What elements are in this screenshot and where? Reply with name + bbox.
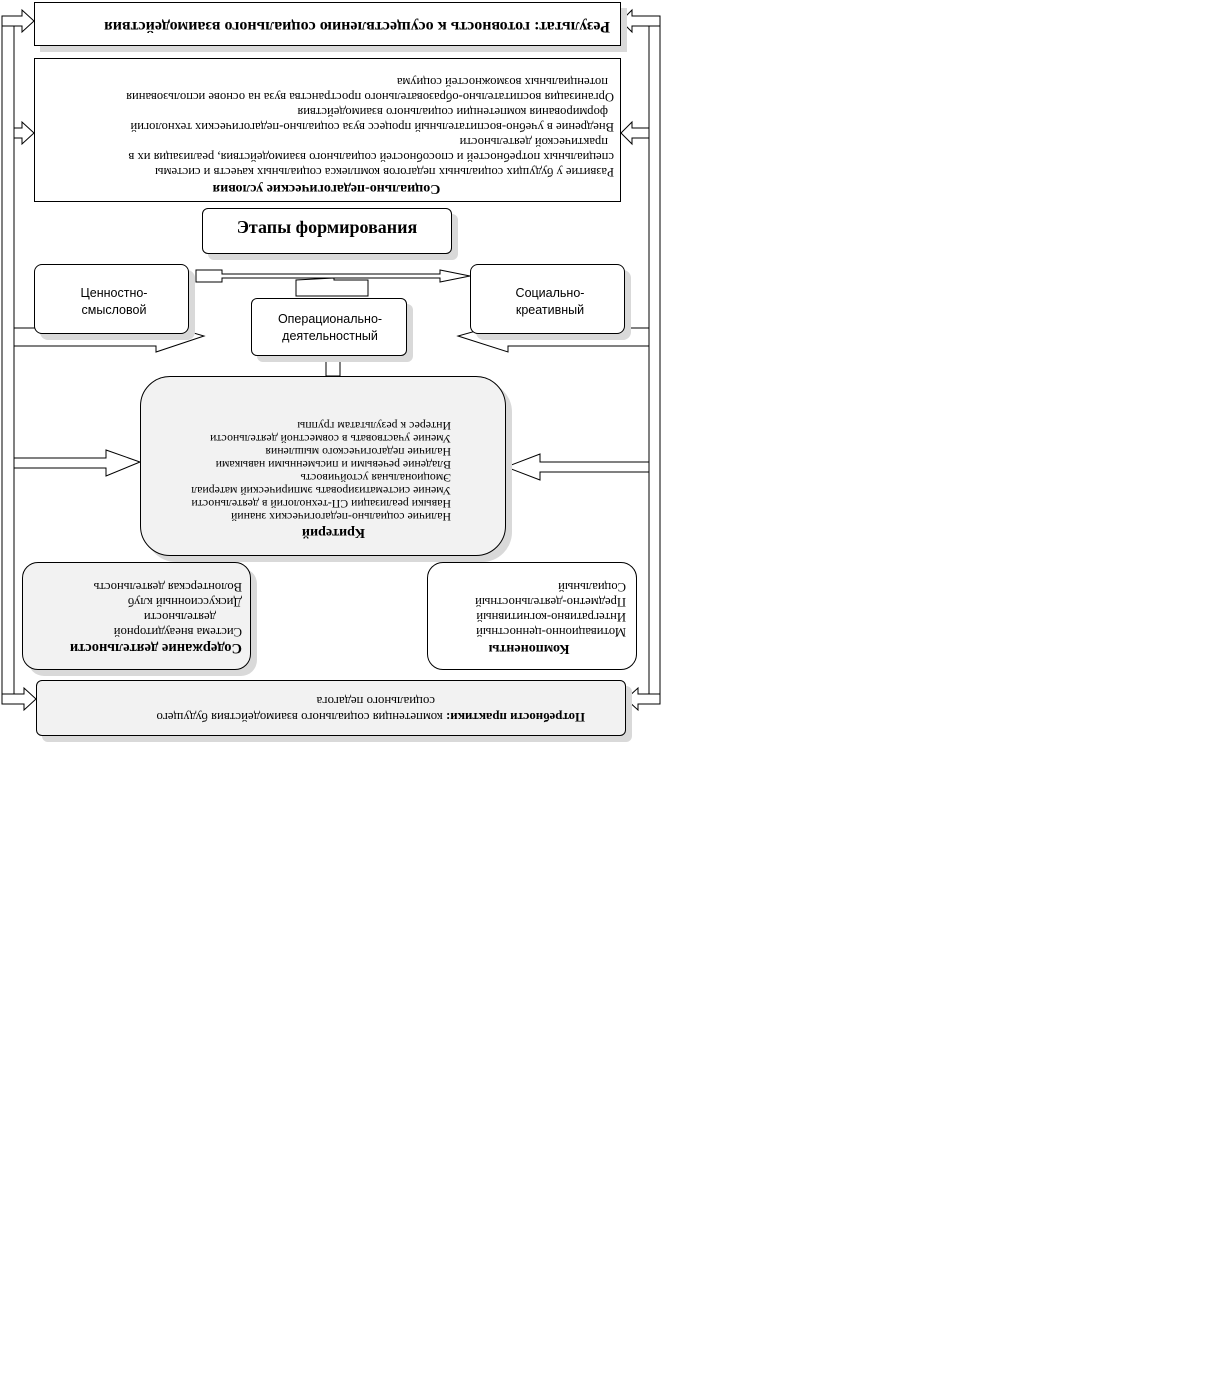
practice-needs-box [36,680,626,736]
criteria-box [140,376,506,556]
criteria-line: Владение речевыми и письменными навыками [215,458,451,472]
conditions-line: формирования компетенции социального взаимодействия [297,105,608,119]
activity-content-line: деятельности [143,610,216,624]
activity-content-line: Дискуссионный клуб [127,595,242,609]
stage-box-creative [470,264,625,334]
components-line: Социальный [558,580,626,594]
criteria-line: Умение систематизировать эмпирический материал [191,484,451,498]
activity-content-line: Волонтерская деятельность [93,580,242,594]
stage-box-operational [251,298,407,356]
criteria-line: Наличие социально-педагогических знаний [231,510,451,524]
stages-title-box [202,208,452,254]
result-text: готовность к осуществлению социального взаимодействия [104,18,530,35]
conditions-box [34,58,621,202]
criteria-line: Навыки реализации СП-технологий в деятельности [191,497,451,511]
conditions-line: Внедрение в учебно-воспитательный процесс вуза социально-педагогических технологий [130,120,614,134]
stages-title: Этапы формирования [236,217,418,237]
criteria-line: Умение участвовать в совместной деятельности [210,432,451,446]
conditions-line: потенциальных возможностей социума [396,75,608,89]
conditions-line: Развитие у будущих социальных педагогов комплекса социальных качеств и системы [155,165,614,179]
activity-content-line: Система внеаудиторной [113,625,242,639]
practice-needs-line: компетенция социального взаимодействия будущего [156,710,443,724]
result-box [34,2,621,46]
criteria-line: Наличие педагогического мышления [265,445,451,459]
stage-box-value [34,264,189,334]
stage-label: Операционально-деятельностный [277,312,383,343]
practice-needs-line: социального педагога [316,694,435,708]
criteria-line: Интерес к результатам группы [297,419,451,433]
stage-label: Ценностно-смысловой [80,286,148,317]
activity-content-box [22,562,251,670]
criteria-line: Эмоциональная устойчивость [300,471,451,485]
stage-label: Социально-креативный [515,286,585,317]
practice-needs-heading: Потребности практики: [445,710,585,724]
conditions-line: практической деятельности [459,135,608,149]
criteria-heading: Критерий [301,525,365,540]
result-heading: Результат: [533,18,610,35]
activity-content-heading: Содержание деятельности [69,640,242,656]
conditions-heading: Социально-педагогические условия [212,181,441,196]
components-heading: Компоненты [488,641,570,656]
conditions-line: специальных потребностей и способностей социального взаимодействия, реализация их в [128,150,614,164]
conditions-line: Организация воспитательно-образовательного пространства вуза на основе использования [126,90,614,104]
components-box [427,562,637,670]
components-line: Интегративно-когнитивный [476,610,626,624]
components-line: Предметно-деятельностный [475,595,626,609]
components-line: Мотивационно-ценностный [476,625,626,639]
